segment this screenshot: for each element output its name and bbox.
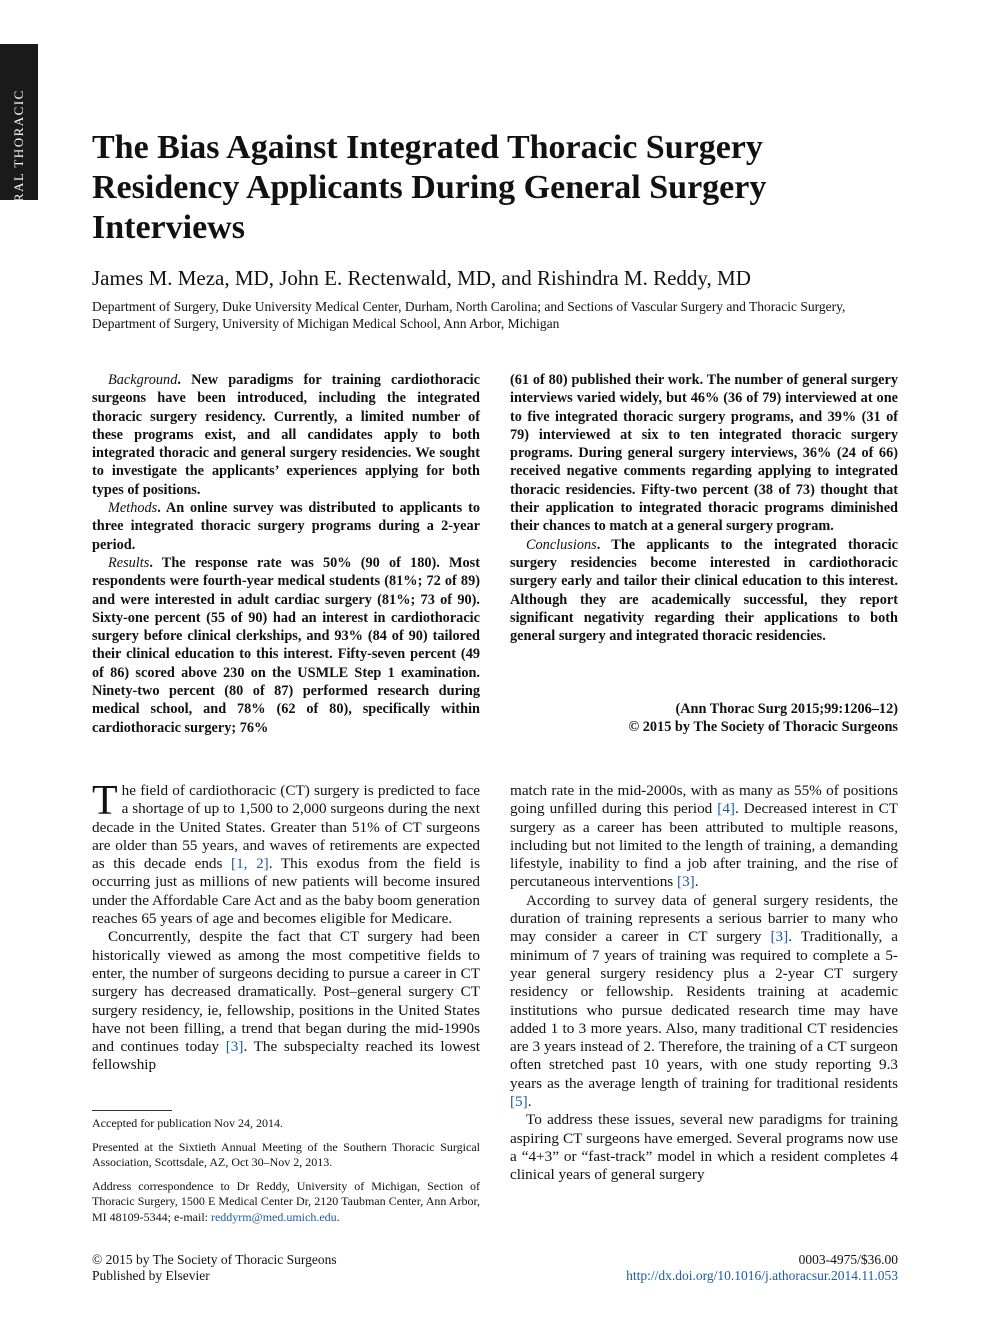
abstract-methods-label: Methods — [108, 500, 158, 517]
abstract-background-label: Background — [108, 372, 178, 388]
drop-cap: T — [92, 778, 118, 824]
body-text: . The subspecialty reached its lowest fellowship — [92, 1038, 480, 1074]
body-text: . This exodus from the field is occurring just as millions of new patients will become insured under the Affordable Care Act and as the baby boom generation reaches 65 years of age and becomes eligible for Medicare. — [92, 855, 480, 928]
abstract-column-right — [510, 371, 898, 645]
section-tab — [0, 44, 38, 243]
doi-link[interactable]: http://dx.doi.org/10.1016/j.athoracsur.2014.11.053 — [626, 1268, 898, 1283]
body-paragraph — [510, 892, 898, 1112]
body-column-right — [510, 782, 898, 1185]
body-text: . — [527, 1093, 532, 1111]
correspondence-text: Address correspondence to Dr Reddy, University of Michigan, Section of Thoracic Surgery, 1500 E Medical Center Dr, 2120 Taubman Center, Ann Arbor, MI 48109-5344; e-mail: — [92, 1178, 480, 1224]
abstract-column-left — [92, 371, 480, 737]
author-list: James M. Meza, MD, John E. Rectenwald, MD, and Rishindra M. Reddy, MD — [92, 266, 751, 290]
footer-publisher: Published by Elsevier — [92, 1268, 210, 1283]
body-text: . Traditionally, a minimum of 7 years of training was required to complete a 5-year general surgery residency plus a 2-year CT surgery residency or fellowship. Residents training at academic institutions who pursue dedicated research time may have added 1 to 3 more years. Also, many traditional CT residencies are 3 years instead of 2. Therefore, the training of a CT surgeon often stretched past 10 years, with one study reporting 9.3 years as the average length of training for traditional residents — [510, 928, 899, 1092]
reference-link[interactable]: [1, 2] — [231, 855, 269, 873]
body-text: . — [694, 873, 699, 891]
abstract-methods — [92, 499, 480, 554]
body-paragraph — [92, 928, 480, 1074]
abstract-results-continued: (61 of 80) published their work. The number of general surgery interviews varied widely, but 46% (36 of 79) interviewed at one to five integrated thoracic surgery programs, and 39% (31 of 79) interviewed at six to ten integrated thoracic surgery programs. During general surgery interviews, 36% (24 of 66) received negative comments regarding applying to integrated thoracic residencies. Fifty-two percent (38 of 73) thought that their application to integrated thoracic programs diminished their chances to match at a general surgery program. — [510, 372, 898, 535]
page-footer-right — [560, 1252, 898, 1284]
page-footer-left — [92, 1252, 492, 1284]
body-column-left — [92, 778, 480, 1075]
body-text: Concurrently, despite the fact that CT surgery had been historically viewed as among the most competitive fields to enter, the number of surgeons deciding to pursue a career in CT surgery has decreased dramatically. Post–general surgery CT surgery residency, ie, fellowship, positions in the United States have not been filling, a trend that began during the mid-1990s and continues today — [92, 928, 480, 1056]
reference-link[interactable]: [3] — [225, 1038, 244, 1056]
abstract-results — [92, 554, 480, 737]
reference-link[interactable]: [3] — [770, 928, 789, 946]
section-tab-label: GENERAL THORACIC — [11, 89, 26, 243]
body-text: . Decreased interest in CT surgery as a career has been attributed to multiple reasons, including but not limited to the length of training, a demanding lifestyle, inability to find a job after training, and the rise of percutaneous interventions — [510, 800, 898, 891]
footnote-presented: Presented at the Sixtieth Annual Meeting of the Southern Thoracic Surgical Association, Scottsdale, AZ, Oct 30–Nov 2, 2013. — [92, 1139, 480, 1169]
body-paragraph — [510, 782, 898, 892]
reference-link[interactable]: [4] — [717, 800, 735, 818]
abstract-conclusions-label: Conclusions — [526, 536, 597, 553]
abstract-results-text: . The response rate was 50% (90 of 180). Most respondents were fourth-year medical students (81%; 72 of 89) and were interested in adult cardiac surgery (81%; 73 of 90). Sixty-one percent (55 of 90) had an interest in cardiothoracic surgery before clinical clerkships, and 93% (84 of 90) tailored their clinical education to this interest. Fifty-seven percent (49 of 86) scored above 230 on the USMLE Step 1 examination. Ninety-two percent (80 of 87) performed research during medical school, and 78% (62 of 80), specifically within cardiothoracic surgery; 76% — [92, 554, 480, 736]
footnote-divider — [92, 1110, 172, 1111]
abstract-conclusions-text: . The applicants to the integrated thoracic surgery residencies become interested in cardiothoracic surgery early and tailor their clinical education to this interest. Although they are academically successful, they report significant negativity regarding their applications to both general surgery and integrated thoracic residencies. — [510, 536, 898, 645]
footer-issn: 0003-4975/$36.00 — [798, 1252, 898, 1267]
abstract-conclusions — [510, 536, 898, 646]
body-paragraph — [92, 778, 480, 928]
correspondence-end: . — [336, 1209, 340, 1224]
footnote-correspondence — [92, 1179, 480, 1226]
footnotes — [92, 1116, 480, 1233]
affiliation: Department of Surgery, Duke University Medical Center, Durham, North Carolina; and Sections of Vascular Surgery and Thoracic Surgery, Department of Surgery, University of Michigan Medical School, Ann Arbor, Michigan — [92, 299, 846, 331]
reference-link[interactable]: [3] — [677, 873, 695, 891]
body-text: match rate in the mid-2000s, with as many as 55% of positions going unfilled during this period — [510, 782, 898, 818]
footer-copyright: © 2015 by The Society of Thoracic Surgeons — [92, 1252, 337, 1267]
abstract-background-text: . New paradigms for training cardiothoracic surgeons have been introduced, including the integrated thoracic surgery residency. Currently, a limited number of these programs exist, and all candidates apply to both integrated thoracic and general surgery residencies. We sought to investigate the applicants’ experiences applying for both types of positions. — [92, 372, 480, 498]
abstract-copyright: © 2015 by The Society of Thoracic Surgeons — [628, 719, 898, 736]
abstract-background — [92, 371, 480, 499]
article-title: The Bias Against Integrated Thoracic Surgery Residency Applicants During General Surgery Interviews — [92, 129, 767, 246]
body-text: According to survey data of general surgery residents, the duration of training represents a serious barrier to many who may consider a career in CT surgery — [510, 891, 898, 946]
email-link[interactable]: reddyrm@med.umich.edu — [210, 1209, 337, 1224]
body-paragraph: To address these issues, several new paradigms for training aspiring CT surgeons have emerged. Several programs now use a “4+3” or “fast-track” model in which a resident completes 4 clinical years of general surgery — [510, 1111, 898, 1184]
abstract-methods-text: . An online survey was distributed to applicants to three integrated thoracic surgery programs during a 2-year period. — [92, 500, 480, 553]
footnote-accepted: Accepted for publication Nov 24, 2014. — [92, 1116, 283, 1130]
reference-link[interactable]: [5] — [510, 1093, 528, 1111]
journal-reference: (Ann Thorac Surg 2015;99:1206–12) — [675, 701, 898, 717]
body-text: he field of cardiothoracic (CT) surgery is predicted to face a shortage of up to 1,500 to 2,000 surgeons during the next decade in the United States. Greater than 51% of CT surgeons are older than 55 years, and waves of retirements are expected as this decade ends — [92, 782, 480, 873]
abstract-results-label: Results — [108, 554, 150, 571]
citation-block — [510, 700, 898, 737]
